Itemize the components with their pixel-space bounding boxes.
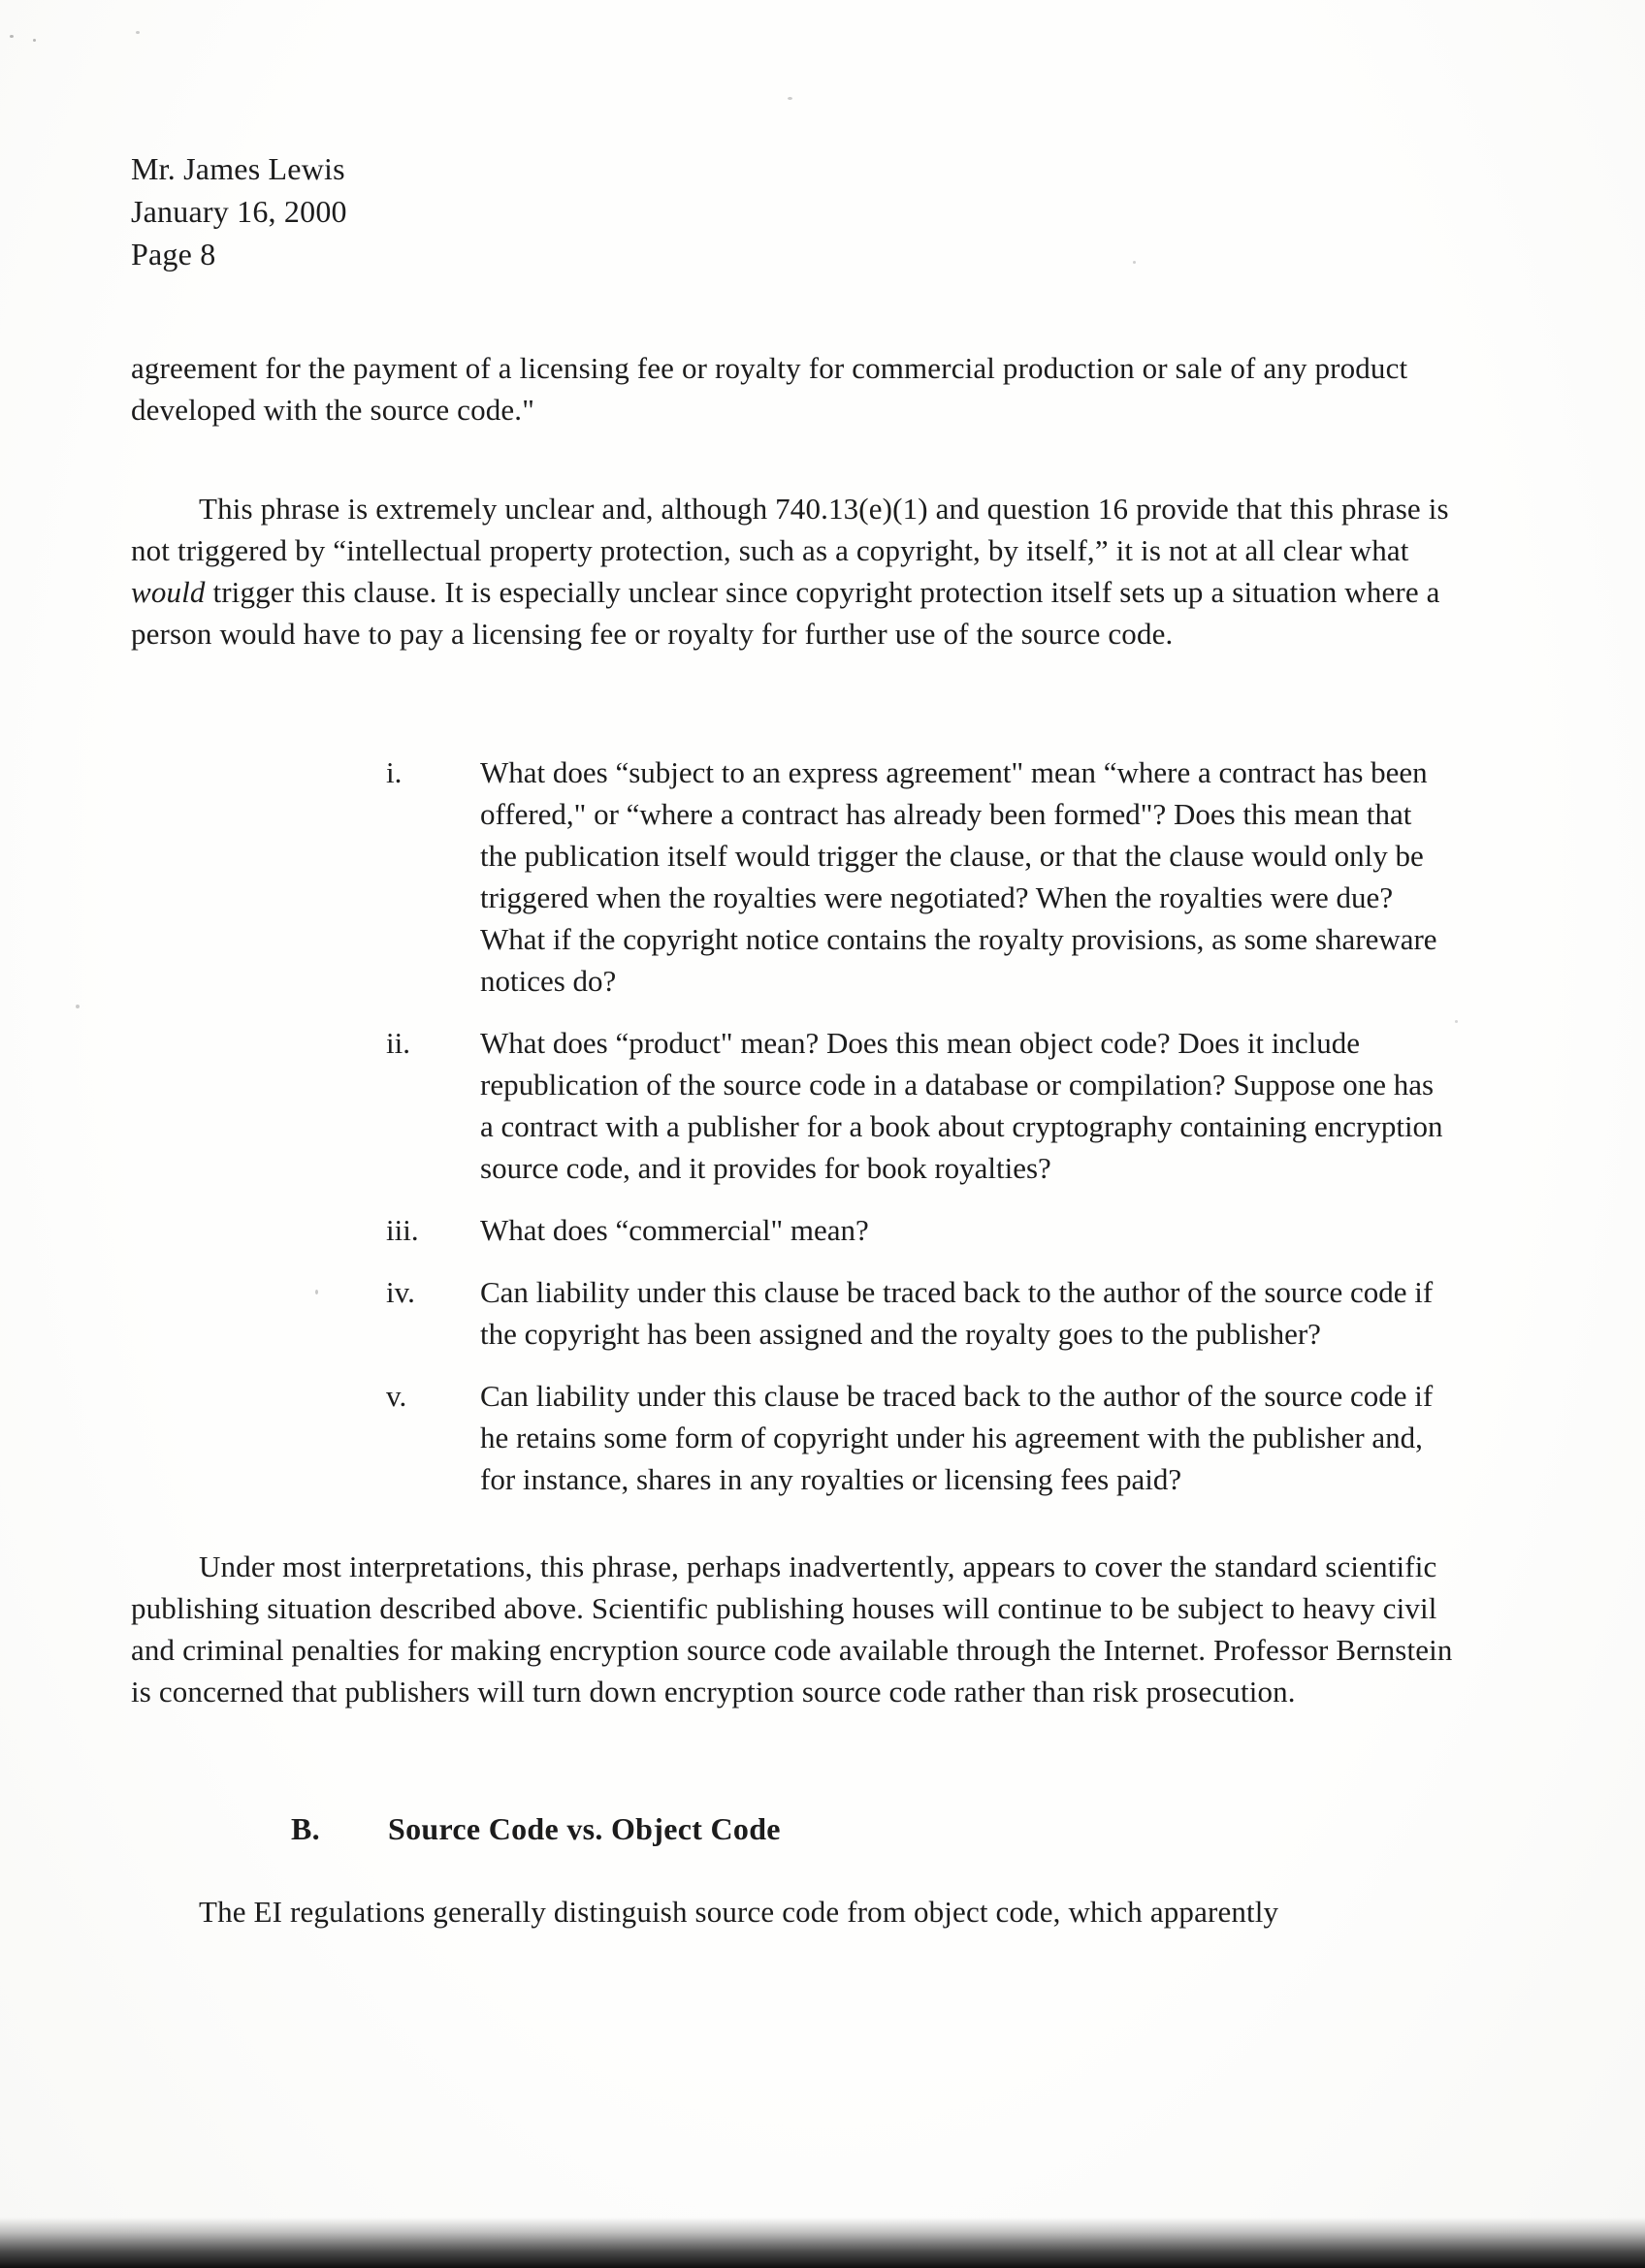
body-paragraph-interpretations: Under most interpretations, this phrase, perhaps inadvertently, appears to cover the standard scientific publishing situation described above. Scientific publishing houses will continue to be subject to heavy civil and criminal penalties for making encryption source code available through the Internet. Professor Bernstein is concerned that publishers will turn down encryption source code rather than risk prosecution.	[131, 1549, 1453, 1709]
italic-word: would	[131, 575, 206, 609]
list-item	[386, 1022, 1453, 1189]
list-item-marker: iv.	[386, 1275, 415, 1309]
page-number-line: Page 8	[131, 237, 216, 272]
list-item-text: What does “commercial" mean?	[480, 1213, 869, 1247]
paragraph-text-after-italic: trigger this clause. It is especially unclear since copyright protection itself sets up a situation where a person would have to pay a licensing fee or royalty for further use of the source code.	[131, 575, 1440, 651]
date-line: January 16, 2000	[131, 194, 347, 229]
list-item	[386, 1271, 1453, 1355]
paragraph-text-before-italic: This phrase is extremely unclear and, although 740.13(e)(1) and question 16 provide that this phrase is not triggered by “intellectual property protection, such as a copyright, by itself,” it is not at all clear what	[131, 492, 1449, 567]
scan-artifact	[1455, 1020, 1458, 1023]
scan-edge-shadow	[0, 2218, 1645, 2268]
recipient-line: Mr. James Lewis	[131, 151, 345, 186]
body-paragraph-unclear-phrase	[131, 488, 1455, 655]
list-item-text: What does “product" mean? Does this mean object code? Does it include republication of the source code in a database or compilation? Suppose one has a contract with a publisher for a book about cryptography containing encryption source code, and it provides for book royalties?	[480, 1026, 1443, 1185]
list-item-text: Can liability under this clause be traced back to the author of the source code if the copyright has been assigned and the royalty goes to the publisher?	[480, 1275, 1434, 1351]
list-item-marker: ii.	[386, 1026, 410, 1060]
scan-artifact	[10, 35, 14, 38]
list-item-text: Can liability under this clause be traced back to the author of the source code if he retains some form of copyright under his agreement with the publisher and, for instance, shares in any royalties or licensing fees paid?	[480, 1379, 1434, 1496]
list-item-marker: v.	[386, 1379, 407, 1413]
list-item-marker: i.	[386, 755, 403, 789]
list-item-text: What does “subject to an express agreement" mean “where a contract has been offered," or “where a contract has already been formed"? Does this mean that the publication itself would trigger the clause, or that the clause would only be triggered when the royalties were negotiated? When the royalties were due? What if the copyright notice contains the royalty provisions, as some shareware notices do?	[480, 755, 1437, 998]
list-item	[386, 751, 1453, 1002]
section-number: B.	[291, 1811, 320, 1846]
list-item	[386, 1209, 1453, 1251]
scan-artifact	[33, 39, 36, 42]
body-paragraph-continuation: agreement for the payment of a licensing fee or royalty for commercial production or sale of any product developed with the source code."	[131, 351, 1408, 427]
letter-header	[131, 147, 347, 275]
section-heading	[291, 1811, 781, 1847]
scan-artifact	[315, 1290, 318, 1294]
scan-artifact	[76, 1005, 80, 1008]
scan-artifact	[1133, 261, 1136, 264]
scan-artifact	[136, 31, 140, 34]
list-item-marker: iii.	[386, 1213, 419, 1247]
section-title: Source Code vs. Object Code	[388, 1811, 781, 1846]
body-paragraph-ei-regulations: The EI regulations generally distinguish source code from object code, which apparently	[199, 1895, 1279, 1929]
scan-artifact	[788, 97, 792, 100]
roman-numeral-question-list	[386, 751, 1453, 1520]
list-item	[386, 1375, 1453, 1500]
